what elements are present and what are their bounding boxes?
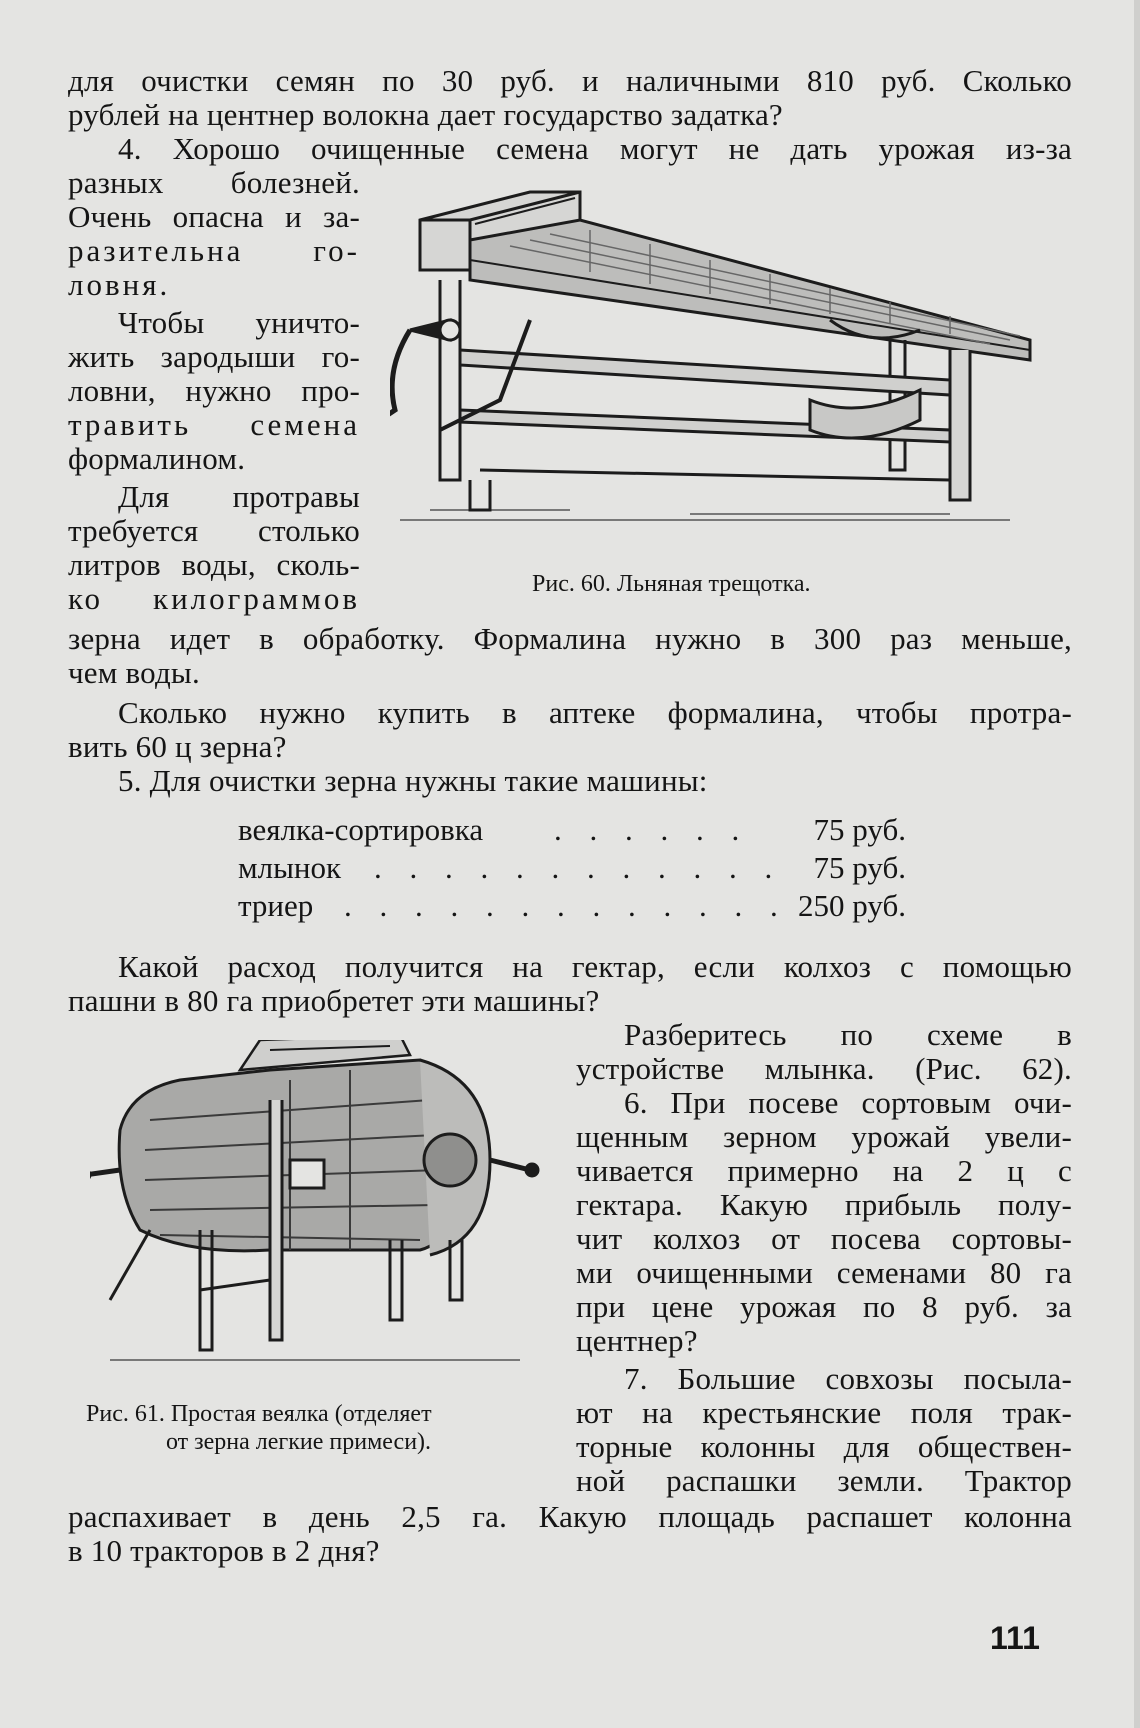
text-line: щенным зерном урожай увели- <box>576 1119 1072 1154</box>
text-line: ко килограммов <box>68 581 360 616</box>
text-line: для очистки семян по 30 руб. и наличными 810 руб. Сколько <box>68 63 1072 98</box>
text-line: травить семена <box>68 407 360 442</box>
page-edge <box>1134 0 1140 1728</box>
problem-7-start: 7. Большие совхозы посыла- <box>624 1361 1072 1396</box>
text-line: ловня. <box>68 267 171 302</box>
page-number: 111 <box>990 1620 1040 1656</box>
text-line: вить 60 ц зерна? <box>68 729 287 764</box>
text-line: пашни в 80 га приобретет эти машины? <box>68 983 600 1018</box>
machine-price: 75 руб. <box>813 812 906 847</box>
text-line: разных болезней. <box>68 165 360 200</box>
text-line: жить зародыши го- <box>68 339 360 374</box>
figure-60-caption: Рис. 60. Льняная трещотка. <box>532 571 811 597</box>
problem-5-start: 5. Для очистки зерна нужны такие машины: <box>118 763 708 798</box>
text-line: зерна идет в обработку. Формалина нужно в 300 раз меньше, <box>68 621 1072 656</box>
problem-4-question: Сколько нужно купить в аптеке формалина, чтобы протра- <box>118 695 1072 730</box>
machine-price: 75 руб. <box>813 850 906 885</box>
text-line: требуется столько <box>68 513 360 548</box>
machine-price: 250 руб. <box>798 888 906 923</box>
problem-5-question: Какой расход получится на гектар, если колхоз с помощью <box>118 949 1072 984</box>
text-line: Очень опасна и за- <box>68 199 360 234</box>
text-line: литров воды, сколь- <box>68 547 360 582</box>
text-line: формалином. <box>68 441 246 476</box>
text-line: чит колхоз от посева сортовы- <box>576 1221 1072 1256</box>
text-line: рублей на центнер волокна дает государство задатка? <box>68 97 783 132</box>
machine-name: веялка-сортировка <box>238 812 484 847</box>
machine-name: триер <box>238 888 314 923</box>
text-line: Для протравы <box>118 479 360 514</box>
text-line: гектара. Какую прибыль полу- <box>576 1187 1072 1222</box>
text-line: ловни, нужно про- <box>68 373 360 408</box>
text-line: при цене урожая по 8 руб. за <box>576 1289 1072 1324</box>
leader-dots: . . . . . . . . . . . . <box>374 850 783 885</box>
figure-61-caption-line1: Рис. 61. Простая веялка (отделяет <box>86 1401 432 1427</box>
problem-4-start: 4. Хорошо очищенные семена могут не дать урожая из-за <box>118 131 1072 166</box>
text-line: чем воды. <box>68 655 200 690</box>
leader-dots: . . . . . . <box>554 812 750 847</box>
machine-name: млынок <box>238 850 342 885</box>
text-line: Разберитесь по схеме в <box>624 1017 1072 1052</box>
problem-6-start: 6. При посеве сортовым очи- <box>624 1085 1072 1120</box>
text-line: разительна го- <box>68 233 360 268</box>
text-line: ной распашки земли. Трактор <box>576 1463 1072 1498</box>
text-line: в 10 тракторов в 2 дня? <box>68 1533 380 1568</box>
text-line: устройстве млынка. (Рис. 62). <box>576 1051 1072 1086</box>
text-line: Чтобы уничто- <box>118 305 360 340</box>
text-line: чивается примерно на 2 ц с <box>576 1153 1072 1188</box>
winnower-illustration <box>90 1040 550 1370</box>
leader-dots: . . . . . . . . . . . . . <box>344 888 788 923</box>
text-line: центнер? <box>576 1323 698 1358</box>
text-line: распахивает в день 2,5 га. Какую площадь распашет колонна <box>68 1499 1072 1534</box>
flax-rattle-illustration <box>390 180 1040 530</box>
machine-price-row <box>238 888 906 924</box>
text-line: ми очищенными семенами 80 га <box>576 1255 1072 1290</box>
text-line: ют на крестьянские поля трак- <box>576 1395 1072 1430</box>
machine-price-row <box>238 812 906 848</box>
text-line: торные колонны для обществен- <box>576 1429 1072 1464</box>
figure-61-caption-line2: от зерна легкие примеси). <box>166 1429 432 1455</box>
machine-price-row <box>238 850 906 886</box>
